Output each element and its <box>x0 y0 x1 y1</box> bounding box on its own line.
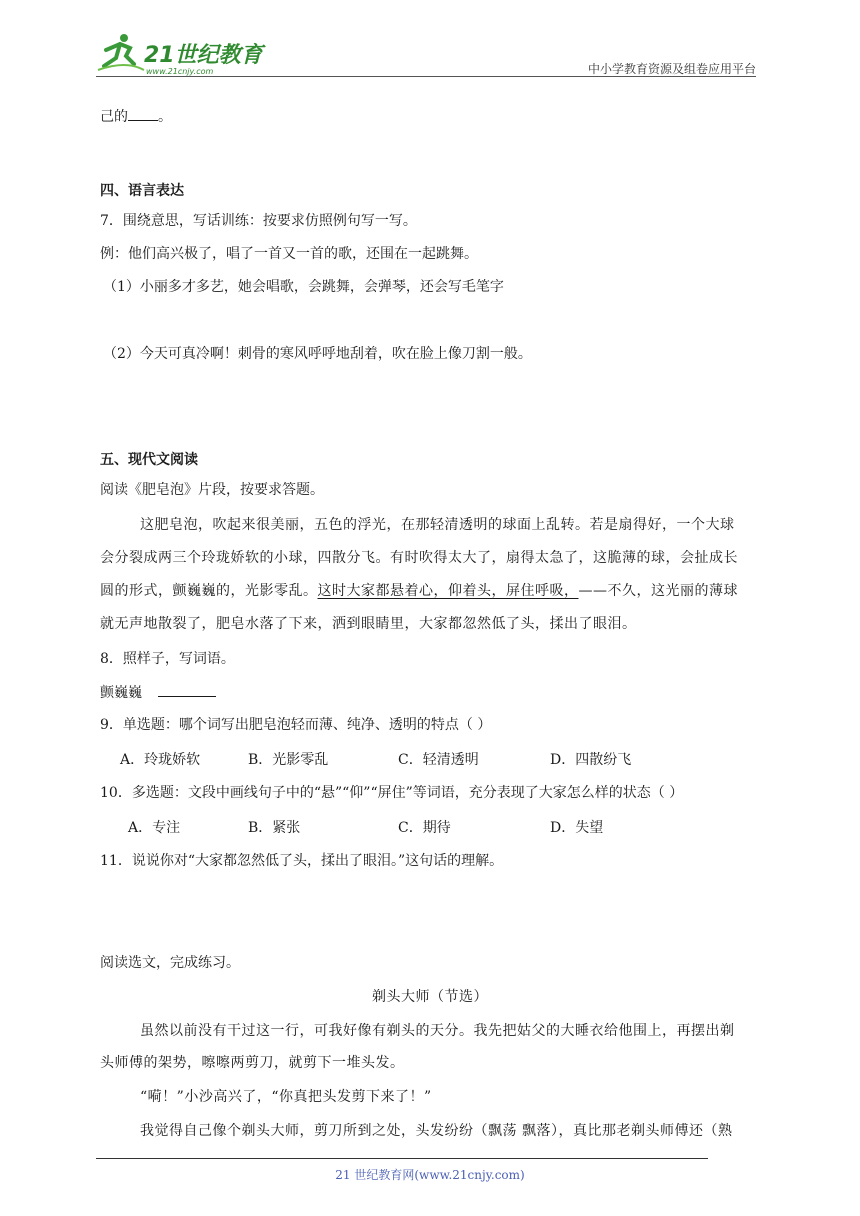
question-9: 9．单选题：哪个词写出肥皂泡轻而薄、纯净、透明的特点（ ） <box>100 717 492 733</box>
q10-option-a[interactable]: A．专注 <box>128 820 181 836</box>
logo-url: www.21cnjy.com <box>146 67 214 76</box>
reading-2-intro: 阅读选文，完成练习。 <box>100 955 240 971</box>
reading-1-intro: 阅读《肥皂泡》片段，按要求答题。 <box>100 482 324 498</box>
q10-option-b[interactable]: B．紧张 <box>248 820 301 836</box>
section-5-title: 五、现代文阅读 <box>100 452 198 468</box>
passage-1-line-1: 这肥皂泡，吹起来很美丽，五色的浮光，在那轻清透明的球面上乱转。若是扇得好，一个大球 <box>140 517 735 533</box>
question-7-example: 例：他们高兴极了，唱了一首又一首的歌，还围在一起跳舞。 <box>100 246 478 262</box>
question-8: 8．照样子，写词语。 <box>100 651 235 667</box>
runner-logo-icon <box>98 34 144 70</box>
passage-2-title: 剃头大师（节选） <box>372 989 488 1005</box>
passage-2-line-2: 头师傅的架势，嚓嚓两剪刀，就剪下一堆头发。 <box>100 1055 405 1071</box>
header-divider <box>96 76 756 77</box>
passage-1-line-3-start: 圆的形式，颤巍巍的，光影零乱。 <box>100 583 318 599</box>
q9-option-a[interactable]: A．玲珑娇软 <box>120 752 201 768</box>
question-7-part-1: （1）小丽多才多艺，她会唱歌，会跳舞，会弹琴，还会写毛笔字 <box>103 279 504 295</box>
question-7: 7．围绕意思，写话训练：按要求仿照例句写一写。 <box>100 213 417 229</box>
prev-line-text: 己的 <box>100 109 128 125</box>
passage-2-line-1: 虽然以前没有干过这一行，可我好像有剃头的天分。我先把姑父的大睡衣给他围上，再摆出剃 <box>140 1023 735 1039</box>
underlined-sentence: 这时大家都悬着心，仰着头，屏住呼吸， <box>317 583 579 599</box>
prev-line-end: 。 <box>158 109 172 125</box>
question-8-example <box>100 682 216 702</box>
passage-2-line-3: “嗬！”小沙高兴了，“你真把头发剪下来了！” <box>140 1089 432 1105</box>
answer-blank[interactable] <box>128 120 158 121</box>
example-word: 颤巍巍 <box>100 685 142 701</box>
passage-1-line-3 <box>100 580 738 600</box>
q10-option-d[interactable]: D．失望 <box>550 820 604 836</box>
passage-1-line-3-end: ——不久，这光丽的薄球 <box>578 583 738 599</box>
question-10: 10．多选题：文段中画线句子中的“悬”“仰”“屏住”等词语，充分表现了大家怎么样的状态（ ） <box>100 785 684 801</box>
logo-text: 21世纪教育 <box>144 43 263 68</box>
platform-name: 中小学教育资源及组卷应用平台 <box>587 62 756 76</box>
section-4-title: 四、语言表达 <box>100 183 184 199</box>
passage-1-line-2: 会分裂成两三个玲珑娇软的小球，四散分飞。有时吹得太大了，扇得太急了，这脆薄的球，会扯成长 <box>100 550 738 566</box>
page-header <box>96 30 756 80</box>
passage-1-line-4: 就无声地散裂了，肥皂水落了下来，洒到眼睛里，大家都忽然低了头，揉出了眼泪。 <box>100 616 637 632</box>
question-7-part-2: （2）今天可真冷啊！刺骨的寒风呼呼地刮着，吹在脸上像刀割一般。 <box>103 346 532 362</box>
previous-question-tail <box>100 106 172 126</box>
page-footer[interactable]: 21 世纪教育网(www.21cnjy.com) <box>335 1168 525 1182</box>
footer-divider <box>96 1158 708 1159</box>
q9-option-c[interactable]: C．轻清透明 <box>398 752 479 768</box>
site-logo[interactable] <box>96 30 266 76</box>
answer-blank[interactable] <box>158 696 216 697</box>
passage-2-line-4: 我觉得自己像个剃头大师，剪刀所到之处，头发纷纷（飘荡 飘落），真比那老剃头师傅还（熟 <box>140 1123 733 1139</box>
q10-option-c[interactable]: C．期待 <box>398 820 451 836</box>
q9-option-d[interactable]: D．四散纷飞 <box>550 752 632 768</box>
question-11: 11．说说你对“大家都忽然低了头，揉出了眼泪。”这句话的理解。 <box>100 853 504 869</box>
q9-option-b[interactable]: B．光影零乱 <box>248 752 329 768</box>
